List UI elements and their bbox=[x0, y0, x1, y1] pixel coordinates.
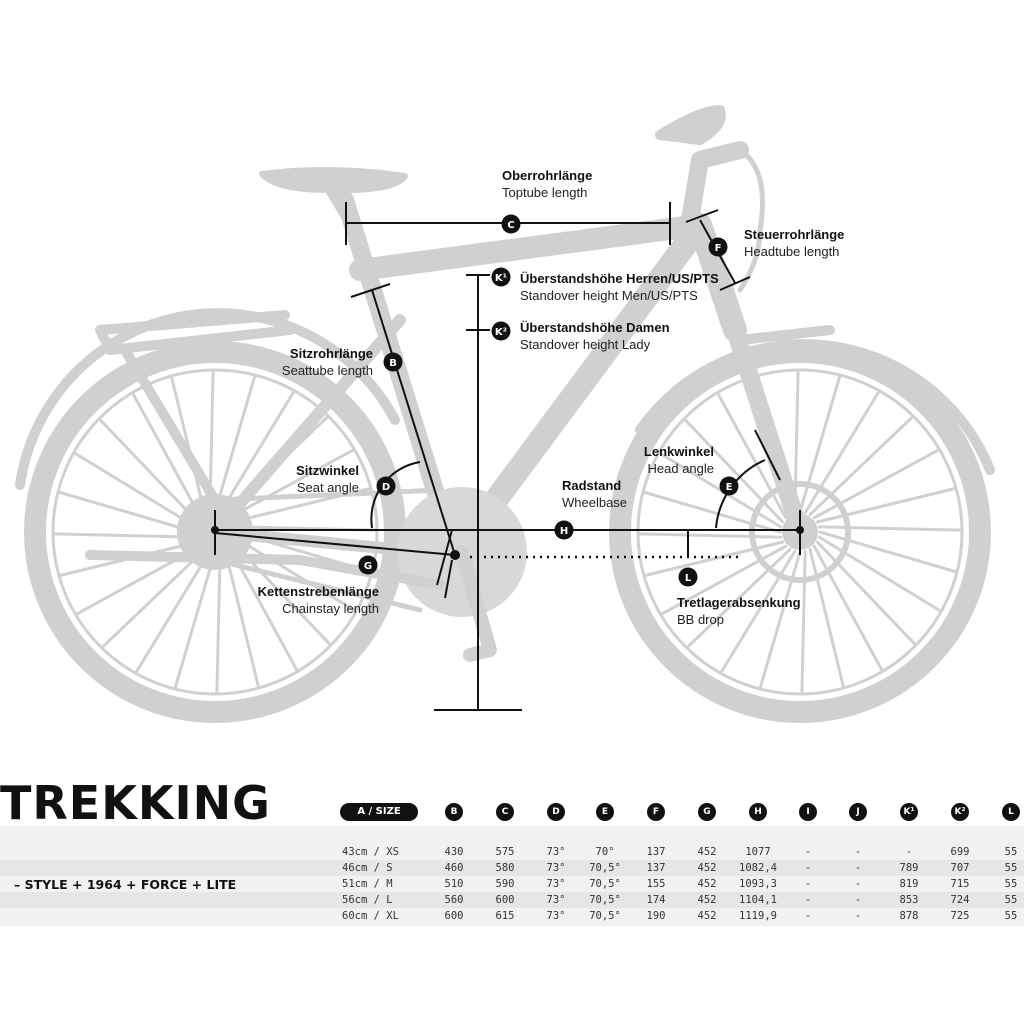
head-angle-label: Lenkwinkel Head angle bbox=[643, 444, 714, 476]
value-cell: 560 bbox=[444, 894, 464, 906]
size-cell: 46cm / S bbox=[342, 862, 393, 874]
marker-letter: H bbox=[559, 526, 569, 537]
value-cell: 452 bbox=[697, 862, 717, 874]
spoke bbox=[103, 549, 205, 646]
size-cell: 51cm / M bbox=[342, 878, 393, 890]
marker-h bbox=[555, 521, 574, 540]
marker-l bbox=[679, 568, 698, 587]
table-row bbox=[0, 892, 1024, 908]
value-cell: 70° bbox=[595, 846, 615, 858]
value-cell: 600 bbox=[444, 910, 464, 922]
value-cell: 430 bbox=[444, 846, 464, 858]
marker-b bbox=[384, 353, 403, 372]
marker-f bbox=[709, 238, 728, 257]
value-cell: 452 bbox=[697, 846, 717, 858]
table-row bbox=[0, 844, 1024, 860]
value-cell: - bbox=[854, 878, 862, 890]
value-cell: 174 bbox=[646, 894, 666, 906]
value-cell: - bbox=[804, 894, 812, 906]
chainstay-label: Kettenstrebenlänge Chainstay length bbox=[257, 584, 379, 616]
value-cell: 452 bbox=[697, 878, 717, 890]
marker-letter: F bbox=[714, 243, 722, 254]
value-cell: 70,5° bbox=[589, 910, 621, 922]
seat-angle-label: Sitzwinkel Seat angle bbox=[296, 463, 359, 495]
wheelbase-label: Radstand Wheelbase bbox=[562, 478, 628, 510]
size-cell: 56cm / L bbox=[342, 894, 393, 906]
column-header: L bbox=[1002, 803, 1020, 821]
spoke bbox=[217, 551, 220, 692]
column-header: D bbox=[547, 803, 565, 821]
category-title: TREKKING bbox=[0, 776, 271, 830]
spoke bbox=[817, 542, 914, 644]
value-cell: 137 bbox=[646, 846, 666, 858]
seattube-label: Sitzrohrlänge Seattube length bbox=[281, 346, 373, 378]
column-header: E bbox=[596, 803, 614, 821]
value-cell: 70,5° bbox=[589, 894, 621, 906]
value-cell: 1119,9 bbox=[739, 910, 777, 922]
value-cell: 70,5° bbox=[589, 878, 621, 890]
marker-letter: C bbox=[507, 220, 515, 231]
value-cell: 853 bbox=[899, 894, 919, 906]
spoke bbox=[55, 534, 196, 537]
value-cell: 1093,3 bbox=[739, 878, 777, 890]
toptube-label: Oberrohrlänge Toptube length bbox=[502, 168, 593, 200]
value-cell: 510 bbox=[444, 878, 464, 890]
value-cell: - bbox=[854, 894, 862, 906]
marker-letter: E bbox=[725, 482, 733, 493]
marker-letter: B bbox=[389, 358, 397, 369]
table-row bbox=[0, 860, 1024, 876]
value-cell: - bbox=[854, 862, 862, 874]
headtube-label: Steuerrohrlänge Headtube length bbox=[744, 227, 845, 259]
spoke bbox=[810, 418, 912, 515]
value-cell: 55 bbox=[1004, 894, 1018, 906]
value-cell: 55 bbox=[1004, 910, 1018, 922]
spoke bbox=[819, 527, 960, 530]
spoke bbox=[101, 420, 198, 522]
standover-lady-label: Überstandshöhe Damen Standover height Lady bbox=[520, 320, 670, 352]
value-cell: 55 bbox=[1004, 878, 1018, 890]
value-cell: 55 bbox=[1004, 862, 1018, 874]
value-cell: - bbox=[854, 846, 862, 858]
value-cell: 1077 bbox=[745, 846, 771, 858]
column-header: B bbox=[445, 803, 463, 821]
value-cell: 1104,1 bbox=[739, 894, 777, 906]
value-cell: - bbox=[804, 846, 812, 858]
value-cell: 699 bbox=[950, 846, 970, 858]
value-cell: 73° bbox=[546, 894, 566, 906]
value-cell: 70,5° bbox=[589, 862, 621, 874]
marker-k1 bbox=[492, 268, 511, 287]
value-cell: 878 bbox=[899, 910, 919, 922]
column-header: G bbox=[698, 803, 716, 821]
value-cell: 452 bbox=[697, 894, 717, 906]
value-cell: 725 bbox=[950, 910, 970, 922]
value-cell: - bbox=[804, 910, 812, 922]
marker-e bbox=[720, 477, 739, 496]
value-cell: 1082,4 bbox=[739, 862, 777, 874]
value-cell: 724 bbox=[950, 894, 970, 906]
value-cell: 580 bbox=[495, 862, 515, 874]
table-row bbox=[0, 908, 1024, 924]
value-cell: 452 bbox=[697, 910, 717, 922]
column-header: I bbox=[799, 803, 817, 821]
standover-men-label: Überstandshöhe Herren/US/PTS Standover height Men/US/PTS bbox=[520, 271, 719, 303]
spoke bbox=[802, 551, 805, 692]
marker-g bbox=[359, 556, 378, 575]
marker-c bbox=[502, 215, 521, 234]
value-cell: - bbox=[804, 862, 812, 874]
value-cell: 819 bbox=[899, 878, 919, 890]
value-cell: - bbox=[804, 878, 812, 890]
value-cell: 73° bbox=[546, 862, 566, 874]
size-header: A / SIZE bbox=[340, 803, 418, 821]
value-cell: 615 bbox=[495, 910, 515, 922]
size-cell: 60cm / XL bbox=[342, 910, 399, 922]
value-cell: 789 bbox=[899, 862, 919, 874]
value-cell: 73° bbox=[546, 910, 566, 922]
value-cell: 55 bbox=[1004, 846, 1018, 858]
marker-letter: K¹ bbox=[494, 273, 508, 284]
value-cell: 137 bbox=[646, 862, 666, 874]
marker-k2 bbox=[492, 322, 511, 341]
marker-letter: K² bbox=[494, 327, 508, 338]
size-cell: 43cm / XS bbox=[342, 846, 399, 858]
table-row bbox=[0, 876, 1024, 892]
column-header: H bbox=[749, 803, 767, 821]
marker-letter: L bbox=[684, 573, 692, 584]
value-cell: 707 bbox=[950, 862, 970, 874]
value-cell: 590 bbox=[495, 878, 515, 890]
value-cell: 73° bbox=[546, 846, 566, 858]
value-cell: 73° bbox=[546, 878, 566, 890]
model-line: – STYLE + 1964 + FORCE + LITE bbox=[14, 877, 237, 892]
value-cell: 575 bbox=[495, 846, 515, 858]
column-header: K² bbox=[951, 803, 969, 821]
value-cell: - bbox=[905, 846, 913, 858]
bb-drop-label: Tretlagerabsenkung BB drop bbox=[677, 595, 801, 627]
value-cell: 600 bbox=[495, 894, 515, 906]
spoke bbox=[640, 534, 781, 537]
marker-letter: G bbox=[363, 561, 373, 572]
value-cell: 190 bbox=[646, 910, 666, 922]
marker-letter: D bbox=[381, 482, 391, 493]
column-header: J bbox=[849, 803, 867, 821]
value-cell: 460 bbox=[444, 862, 464, 874]
marker-d bbox=[377, 477, 396, 496]
column-header: K¹ bbox=[900, 803, 918, 821]
column-header: C bbox=[496, 803, 514, 821]
column-header: F bbox=[647, 803, 665, 821]
value-cell: - bbox=[854, 910, 862, 922]
value-cell: 155 bbox=[646, 878, 666, 890]
value-cell: 715 bbox=[950, 878, 970, 890]
